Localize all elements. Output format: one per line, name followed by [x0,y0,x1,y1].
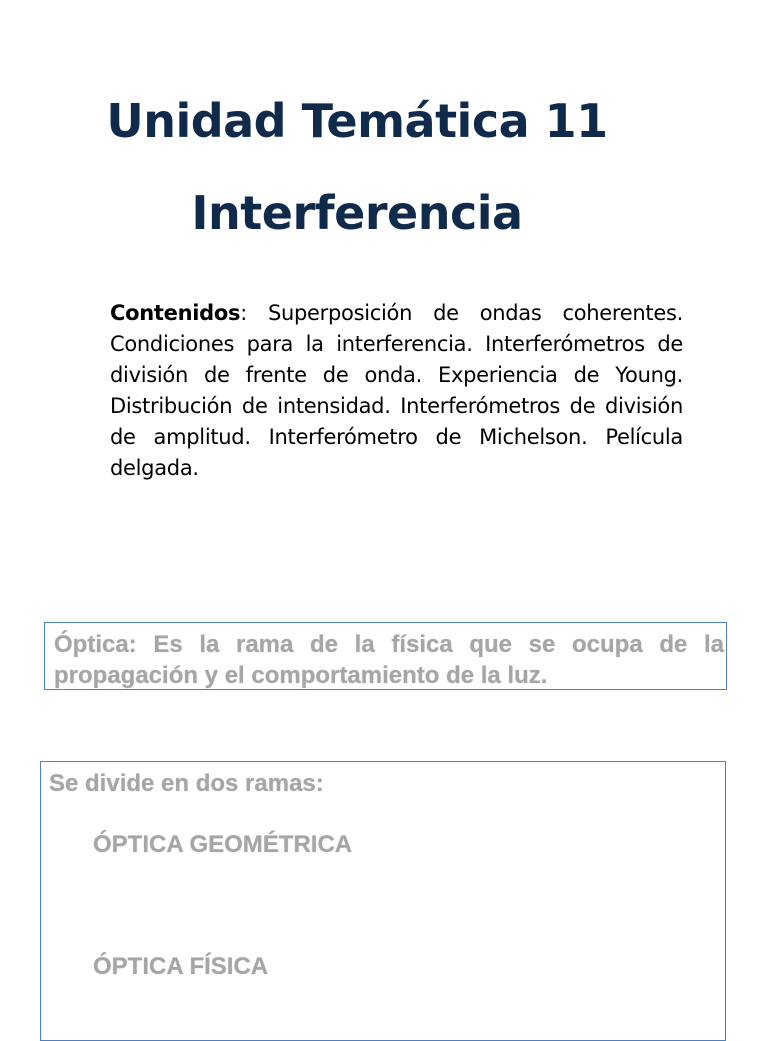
contents-separator: : [240,301,247,325]
contents-text: Superposición de ondas coherentes. Condiciones para la interferencia. Interferómetros de división de frente de onda. Experiencia de Young. Distribución de intensidad. Interferómetros de división de amplitud. Interferómetro de Michelson. Película delgada. [110,301,683,480]
optics-definition-box [44,622,727,690]
branches-title: Se divide en dos ramas: [49,770,324,797]
contents-paragraph [110,298,683,484]
page-title: Unidad Temática 11 [106,94,608,148]
branch-geometric-optics: ÓPTICA GEOMÉTRICA [93,831,353,858]
branch-physical-optics: ÓPTICA FÍSICA [93,953,269,980]
contents-label: Contenidos [110,301,241,325]
branches-box [40,761,726,1041]
page-subtitle: Interferencia [191,186,523,240]
optics-definition-text: Óptica: Es la rama de la física que se ocupa de la propagación y el comportamiento de la luz. [54,631,724,689]
